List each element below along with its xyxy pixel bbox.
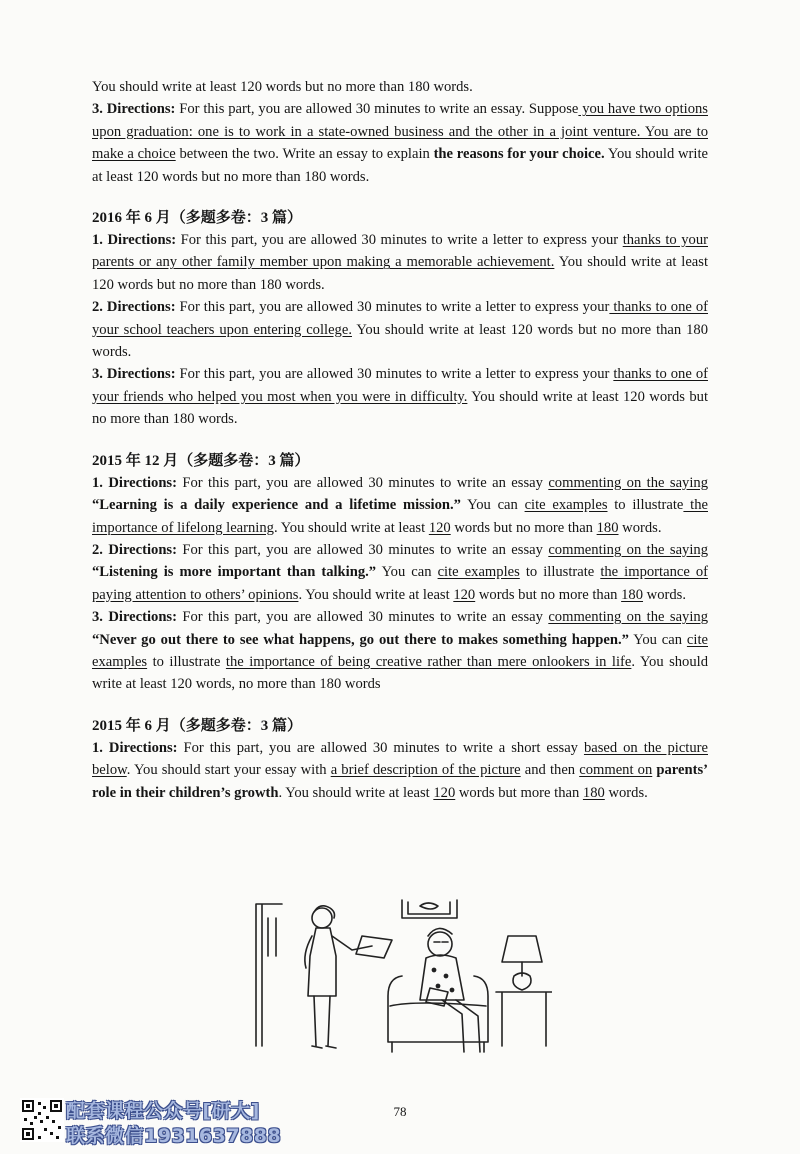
bold-text: parents’ role in their children’s growth — [92, 762, 708, 801]
text: words but more than — [455, 784, 583, 801]
directions-label: 1. Directions: — [92, 232, 177, 249]
qr-code-icon — [20, 1098, 64, 1142]
text: words. — [604, 784, 648, 801]
underlined-text: the importance of lifelong learning — [92, 497, 708, 536]
directions-label: 3. Directions: — [92, 366, 176, 383]
text: words but no more than — [450, 519, 597, 536]
directions-item-1 — [92, 737, 708, 804]
text: to illustrate — [519, 564, 601, 581]
text: . — [601, 146, 605, 163]
text: For this part, you are allowed 30 minutes to write a letter to express your — [175, 366, 614, 383]
text: . You should write at least — [298, 586, 454, 603]
text: For this part, you are allowed 30 minutes to write an essay. Suppose — [175, 101, 579, 118]
directions-item-2 — [92, 539, 708, 606]
underlined-number: 120 — [433, 784, 456, 801]
watermark-line-2: 联系微信1931637888 — [66, 1125, 282, 1147]
text: For this part, you are allowed 30 minutes to write an essay — [176, 474, 549, 491]
text: You should write at least 120 words but no more than 180 words. — [92, 146, 708, 185]
text: . You should write at least 120 words, no more than 180 words — [92, 653, 709, 693]
text: words. — [643, 586, 686, 603]
underlined-text: cite examples — [92, 631, 708, 670]
directions-label: 1. Directions: — [92, 474, 177, 491]
section-heading-2016-06: 2016 年 6 月（多题多卷：3 篇） — [92, 210, 303, 227]
directions-label: 1. Directions: — [92, 739, 178, 756]
underlined-text: the importance of paying attention to others’ opinions — [92, 564, 709, 603]
directions-item-1 — [92, 472, 708, 539]
underlined-text: commenting on the saying — [548, 609, 708, 626]
word-limit-text: You should write at least 120 words but no more than 180 words. — [92, 79, 473, 95]
bold-text: the reasons for your choice — [433, 146, 602, 163]
text: You can — [376, 564, 438, 581]
underlined-text: a brief description of the picture — [330, 762, 521, 779]
underlined-text: thanks to one of your school teachers upon entering college. — [92, 299, 708, 338]
bold-quote: “Never go out there to see what happens, go out there to makes something happen.” — [92, 631, 629, 648]
text: For this part, you are allowed 30 minutes to write a letter to express your — [175, 299, 610, 316]
directions-item-1 — [92, 229, 708, 296]
directions-label: 2. Directions: — [92, 541, 177, 558]
text: between the two. Write an essay to explain — [175, 146, 434, 163]
bold-quote: “Listening is more important than talking.” — [92, 564, 377, 581]
directions-label: 3. Directions: — [92, 609, 177, 626]
text: For this part, you are allowed 30 minutes to write an essay — [176, 609, 549, 626]
text: You should write at least 120 words but no more than 180 words. — [92, 388, 708, 428]
paragraph-top-word-limit — [92, 76, 708, 98]
page-number: 78 — [393, 1104, 407, 1119]
underlined-text: comment on — [579, 762, 653, 779]
text: . You should write at least — [278, 784, 434, 801]
section-heading-2015-06: 2015 年 6 月（多题多卷：3 篇） — [92, 717, 303, 734]
underlined-number: 180 — [582, 784, 605, 801]
cartoon-illustration — [252, 896, 552, 1058]
directions-item-3 — [92, 363, 708, 430]
text: You can — [628, 631, 687, 648]
underlined-text: commenting on the saying — [548, 474, 708, 491]
directions-item-3-top — [92, 98, 708, 188]
directions-item-2 — [92, 296, 708, 363]
underlined-number: 180 — [596, 519, 619, 536]
text: You should write at least 120 words but no more than 180 words. — [92, 254, 709, 293]
underlined-text: thanks to one of your friends who helped you most when you were in difficulty. — [92, 366, 708, 405]
underlined-text: the importance of being creative rather than mere onlookers in life — [225, 653, 632, 670]
directions-item-3 — [92, 606, 708, 696]
text: For this part, you are allowed 30 minutes to write a letter to express your — [176, 232, 623, 249]
underlined-text: cite examples — [437, 564, 520, 581]
directions-label: 2. Directions: — [92, 299, 176, 316]
underlined-text: commenting on the saying — [548, 541, 708, 558]
document-body — [92, 76, 708, 804]
watermark-line-1: 配套课程公众号[研大] — [66, 1100, 260, 1122]
text: . You should start your essay with — [126, 762, 331, 779]
underlined-number: 180 — [621, 586, 644, 603]
text: and then — [520, 762, 580, 779]
text: words. — [618, 519, 662, 536]
underlined-number: 120 — [453, 586, 476, 603]
underlined-number: 120 — [428, 519, 451, 536]
text: . You should write at least — [273, 519, 429, 536]
directions-label: 3. Directions: — [92, 101, 176, 118]
underlined-text: cite examples — [524, 497, 608, 514]
section-heading-2015-12: 2015 年 12 月（多题多卷：3 篇） — [92, 452, 310, 469]
text: For this part, you are allowed 30 minutes to write a short essay — [177, 739, 584, 756]
text: You can — [460, 497, 525, 514]
underlined-text: thanks to your parents or any other family member upon making a memorable achievement. — [92, 232, 708, 271]
text: You should write at least 120 words but no more than 180 words. — [92, 321, 708, 361]
bold-quote: “Learning is a daily experience and a lifetime mission.” — [92, 497, 461, 514]
text: For this part, you are allowed 30 minutes to write an essay — [176, 541, 549, 558]
text: to illustrate — [147, 653, 226, 670]
underlined-text: you have two options upon graduation: one is to work in a state-owned business and the other in a joint venture. You are to make a choice — [92, 101, 708, 163]
text: to illustrate — [607, 497, 684, 514]
underlined-text: based on the picture below — [92, 739, 708, 779]
text: words but no more than — [475, 586, 622, 603]
